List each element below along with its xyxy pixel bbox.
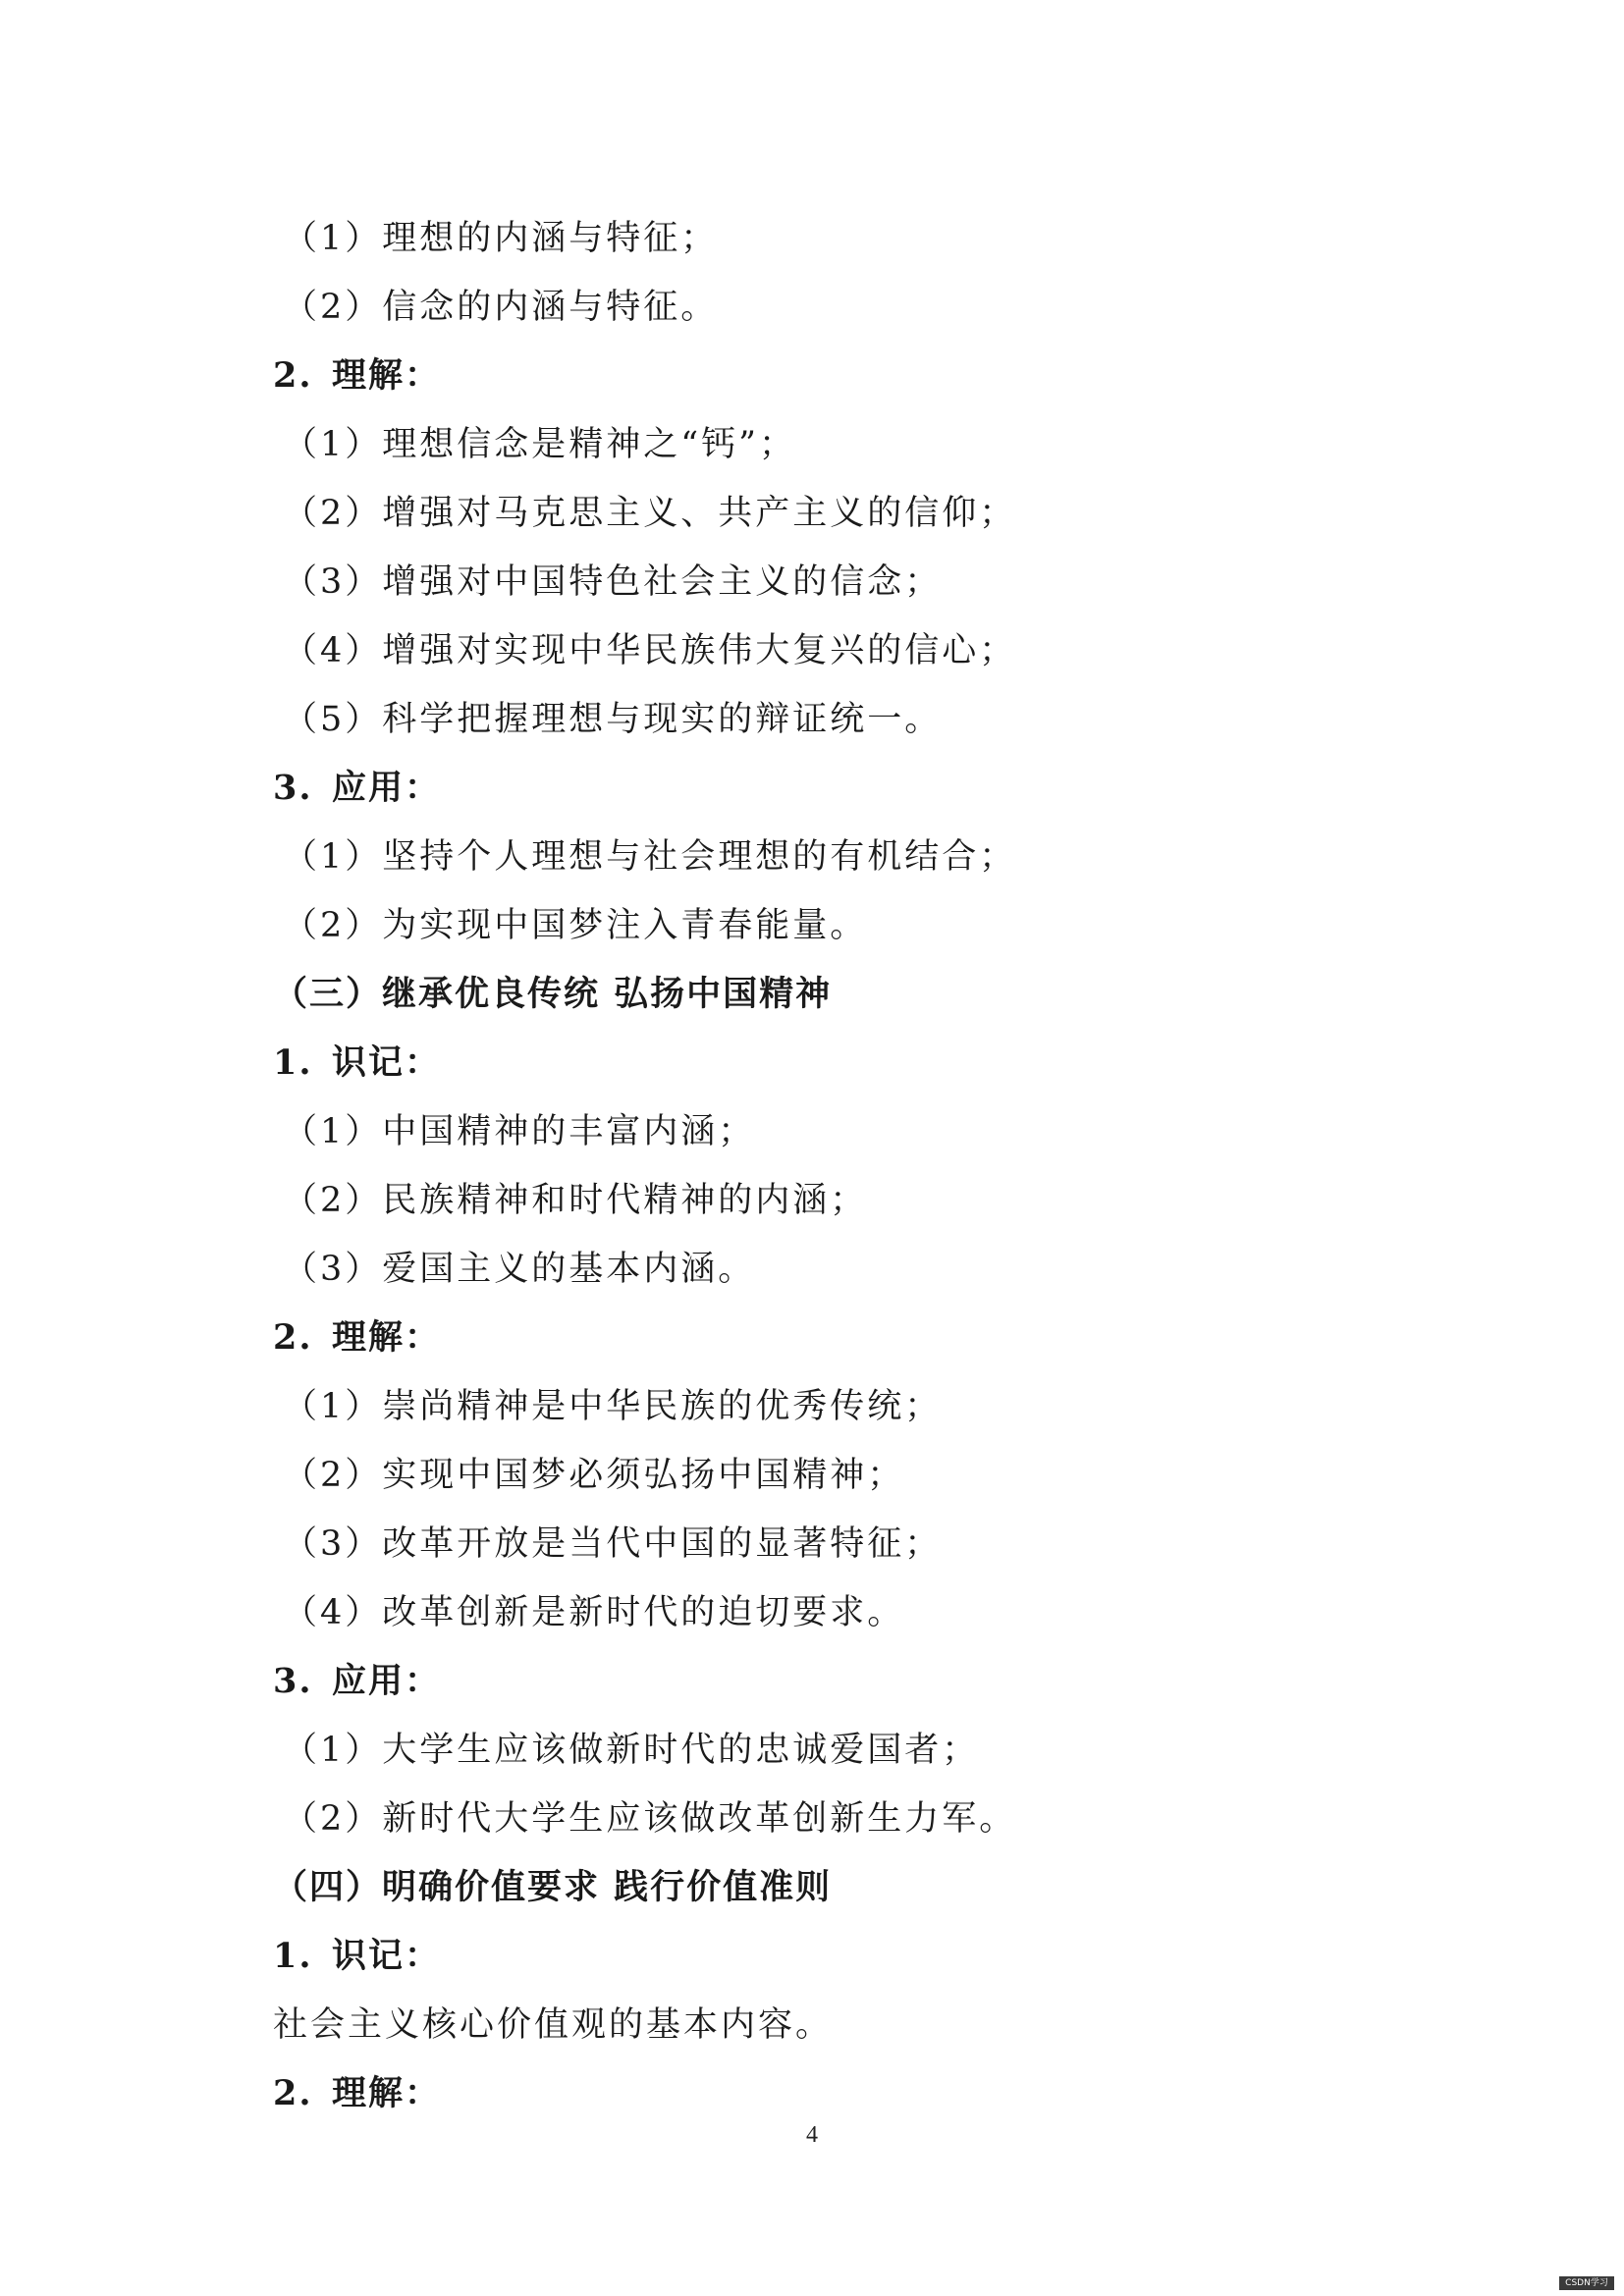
- subheading: [273, 754, 1363, 823]
- subheading: [273, 342, 1363, 410]
- subheading-text: 识记：: [332, 1937, 442, 1976]
- subheading-text: 应用：: [332, 1662, 442, 1701]
- section-heading: （四）明确价值要求 践行价值准则: [273, 1868, 833, 1907]
- subheading-text: 识记：: [332, 1043, 442, 1083]
- page-number: 4: [806, 2122, 818, 2148]
- list-item: （1）理想信念是精神之“钙”；: [283, 425, 797, 464]
- subheading-text: 应用：: [332, 769, 442, 808]
- subheading: [273, 1029, 1363, 1097]
- watermark-badge: CSDN学习: [1559, 2276, 1614, 2290]
- list-item: （3）改革开放是当代中国的显著特征；: [283, 1524, 943, 1564]
- subheading-number: 2.: [273, 2073, 313, 2113]
- subheading-number: 2.: [273, 355, 313, 396]
- list-item: （2）实现中国梦必须弘扬中国精神；: [283, 1456, 905, 1495]
- subheading-text: 理解：: [332, 1318, 442, 1358]
- list-item: （1）坚持个人理想与社会理想的有机结合；: [283, 837, 1017, 877]
- list-item: （4）增强对实现中华民族伟大复兴的信心；: [283, 631, 1017, 670]
- subheading-number: 1.: [273, 1936, 313, 1976]
- subheading: [273, 1647, 1363, 1716]
- list-item: （2）信念的内涵与特征。: [283, 288, 719, 327]
- list-item: （1）理想的内涵与特征；: [283, 219, 719, 258]
- page-content: [273, 204, 1363, 2128]
- subheading: [273, 1304, 1363, 1372]
- list-item: （1）中国精神的丰富内涵；: [283, 1112, 756, 1151]
- list-item: （4）改革创新是新时代的迫切要求。: [283, 1593, 905, 1632]
- subheading-text: 理解：: [332, 2074, 442, 2113]
- subheading-number: 3.: [273, 768, 313, 808]
- subheading-number: 2.: [273, 1317, 313, 1358]
- subheading: [273, 1922, 1363, 1991]
- list-item: （2）民族精神和时代精神的内涵；: [283, 1181, 868, 1220]
- subheading-text: 理解：: [332, 356, 442, 396]
- paragraph: 社会主义核心价值观的基本内容。: [273, 2005, 834, 2045]
- list-item: （3）增强对中国特色社会主义的信念；: [283, 562, 943, 602]
- list-item: （2）增强对马克思主义、共产主义的信仰；: [283, 494, 1017, 533]
- list-item: （3）爱国主义的基本内涵。: [283, 1250, 756, 1289]
- subheading: [273, 2059, 1363, 2128]
- list-item: （2）新时代大学生应该做改革创新生力军。: [283, 1799, 1017, 1839]
- list-item: （2）为实现中国梦注入青春能量。: [283, 906, 868, 945]
- section-heading: （三）继承优良传统 弘扬中国精神: [273, 975, 833, 1014]
- list-item: （1）大学生应该做新时代的忠诚爱国者；: [283, 1731, 980, 1770]
- list-item: （1）崇尚精神是中华民族的优秀传统；: [283, 1387, 943, 1426]
- list-item: （5）科学把握理想与现实的辩证统一。: [283, 700, 943, 739]
- subheading-number: 3.: [273, 1661, 313, 1701]
- subheading-number: 1.: [273, 1042, 313, 1083]
